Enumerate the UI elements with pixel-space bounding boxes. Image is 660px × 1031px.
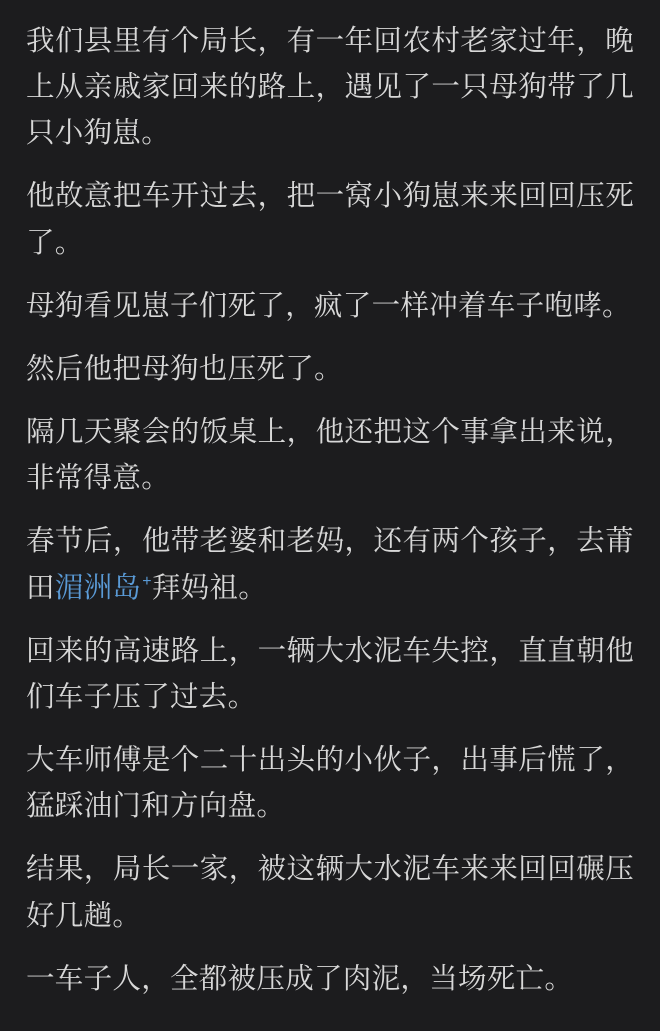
paragraph-with-link [26, 518, 634, 610]
paragraph: 然后他把母狗也压死了。 [26, 352, 343, 385]
paragraph: 他故意把车开过去，把一窝小狗崽来来回回压死了。 [26, 180, 634, 259]
scrollbar-thumb[interactable] [652, 120, 656, 420]
paragraph-text-before-link: 春节后，他带老婆和老妈，还有两个孩子，去莆田 [26, 525, 634, 604]
link-plus-icon: + [142, 573, 152, 591]
paragraph: 回来的高速路上，一辆大水泥车失控，直直朝他们车子压了过去。 [26, 634, 634, 713]
paragraph-text-after-link: 拜妈祖。 [151, 571, 268, 604]
scrollbar[interactable] [654, 0, 658, 1031]
link-label: 湄洲岛 [54, 571, 142, 604]
paragraph: 隔几天聚会的饭桌上，他还把这个事拿出来说，非常得意。 [26, 416, 634, 495]
paragraph: 母狗看见崽子们死了，疯了一样冲着车子咆哮。 [26, 289, 631, 322]
paragraph: 大车师傅是个二十出头的小伙子，出事后慌了，猛踩油门和方向盘。 [26, 744, 634, 823]
paragraph: 我们县里有个局长，有一年回农村老家过年，晚上从亲戚家回来的路上，遇见了一只母狗带了几只小狗崽。 [26, 25, 634, 150]
paragraph: 一车子人，全都被压成了肉泥，当场死亡。 [26, 962, 574, 995]
paragraph: 结果，局长一家，被这辆大水泥车来来回回碾压好几趟。 [26, 853, 634, 932]
link-meizhou-island[interactable] [55, 572, 141, 604]
